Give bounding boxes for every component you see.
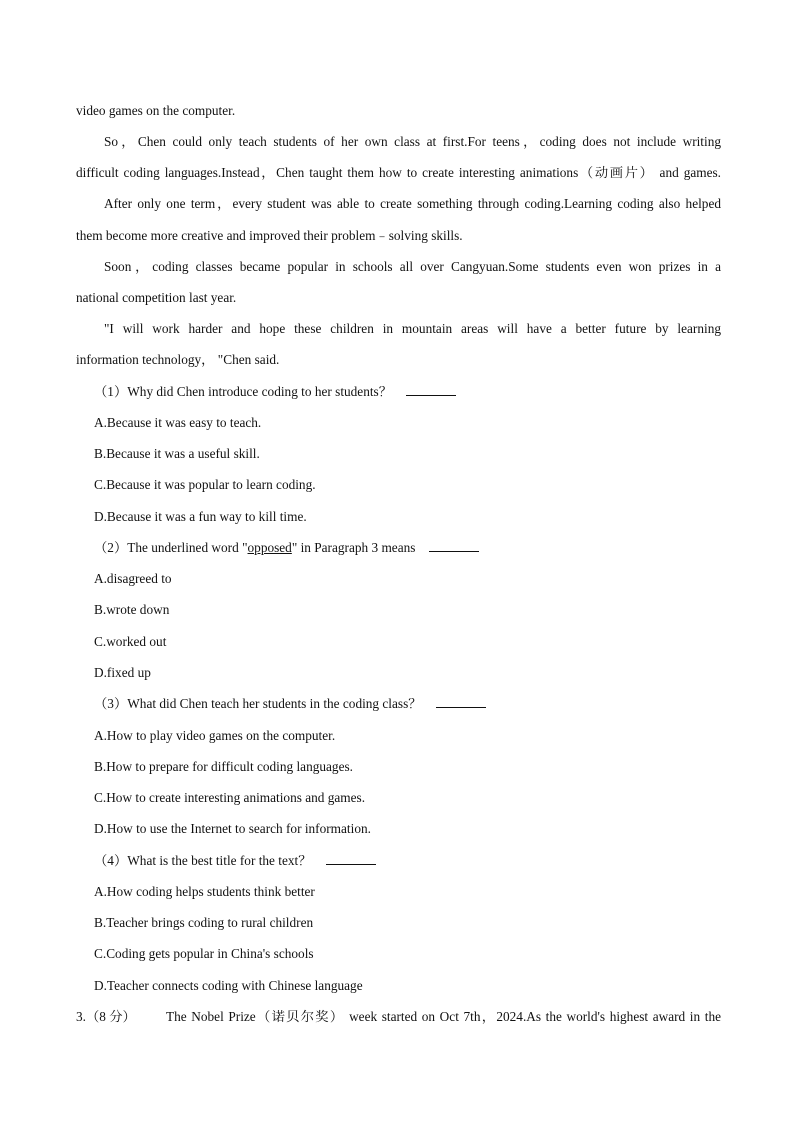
answer-blank[interactable] bbox=[436, 696, 486, 708]
question-text: （2）The underlined word " bbox=[94, 540, 248, 555]
option-a: A.disagreed to bbox=[94, 571, 172, 586]
question-1-stem bbox=[94, 384, 456, 400]
question-number: 3.（8 分） bbox=[76, 1009, 136, 1024]
question-4-stem bbox=[94, 853, 376, 869]
question-3-stem bbox=[94, 696, 486, 712]
question-intro: The Nobel Prize（诺贝尔奖） week started on Oct 7th，2024.As the world's highest award in the bbox=[166, 1009, 721, 1024]
paragraph-line: So，Chen could only teach students of her own class at first.For teens，coding does not include writing bbox=[104, 134, 721, 149]
paragraph-line: difficult coding languages.Instead，Chen taught them how to create interesting animations（动画片） and games. bbox=[76, 165, 721, 180]
paragraph-line: them become more creative and improved their problem﹣solving skills. bbox=[76, 228, 463, 243]
question-text: " in Paragraph 3 means bbox=[291, 540, 416, 555]
option-d: D.Teacher connects coding with Chinese language bbox=[94, 978, 363, 993]
answer-blank[interactable] bbox=[406, 384, 456, 396]
option-d: D.fixed up bbox=[94, 665, 151, 680]
paragraph-line: After only one term，every student was able to create something through coding.Learning coding also helped bbox=[104, 196, 721, 211]
option-a: A.How to play video games on the computer. bbox=[94, 728, 336, 743]
paragraph-line: "I will work harder and hope these children in mountain areas will have a better future by learning bbox=[104, 321, 721, 336]
question-2-stem bbox=[94, 540, 479, 556]
option-c: C.Coding gets popular in China's schools bbox=[94, 946, 314, 961]
paragraph-line: national competition last year. bbox=[76, 290, 237, 305]
option-b: B.Teacher brings coding to rural children bbox=[94, 915, 314, 930]
option-b: B.Because it was a useful skill. bbox=[94, 446, 260, 461]
option-b: B.wrote down bbox=[94, 602, 170, 617]
option-a: A.How coding helps students think better bbox=[94, 884, 315, 899]
option-d: D.Because it was a fun way to kill time. bbox=[94, 509, 307, 524]
question-text: （4）What is the best title for the text？ bbox=[94, 853, 312, 868]
option-d: D.How to use the Internet to search for information. bbox=[94, 821, 371, 836]
passage-line: video games on the computer. bbox=[76, 103, 236, 118]
answer-blank[interactable] bbox=[326, 853, 376, 865]
paragraph-line: Soon，coding classes became popular in schools all over Cangyuan.Some students even won prizes in a bbox=[104, 259, 721, 274]
paragraph-line: information technology， "Chen said. bbox=[76, 352, 280, 367]
underlined-word: opposed bbox=[247, 540, 292, 555]
option-a: A.Because it was easy to teach. bbox=[94, 415, 262, 430]
option-c: C.worked out bbox=[94, 634, 167, 649]
question-text: （1）Why did Chen introduce coding to her students？ bbox=[94, 384, 393, 399]
option-b: B.How to prepare for difficult coding languages. bbox=[94, 759, 353, 774]
question-text: （3）What did Chen teach her students in the coding class？ bbox=[94, 696, 422, 711]
option-c: C.How to create interesting animations and games. bbox=[94, 790, 366, 805]
answer-blank[interactable] bbox=[429, 540, 479, 552]
option-c: C.Because it was popular to learn coding. bbox=[94, 477, 316, 492]
